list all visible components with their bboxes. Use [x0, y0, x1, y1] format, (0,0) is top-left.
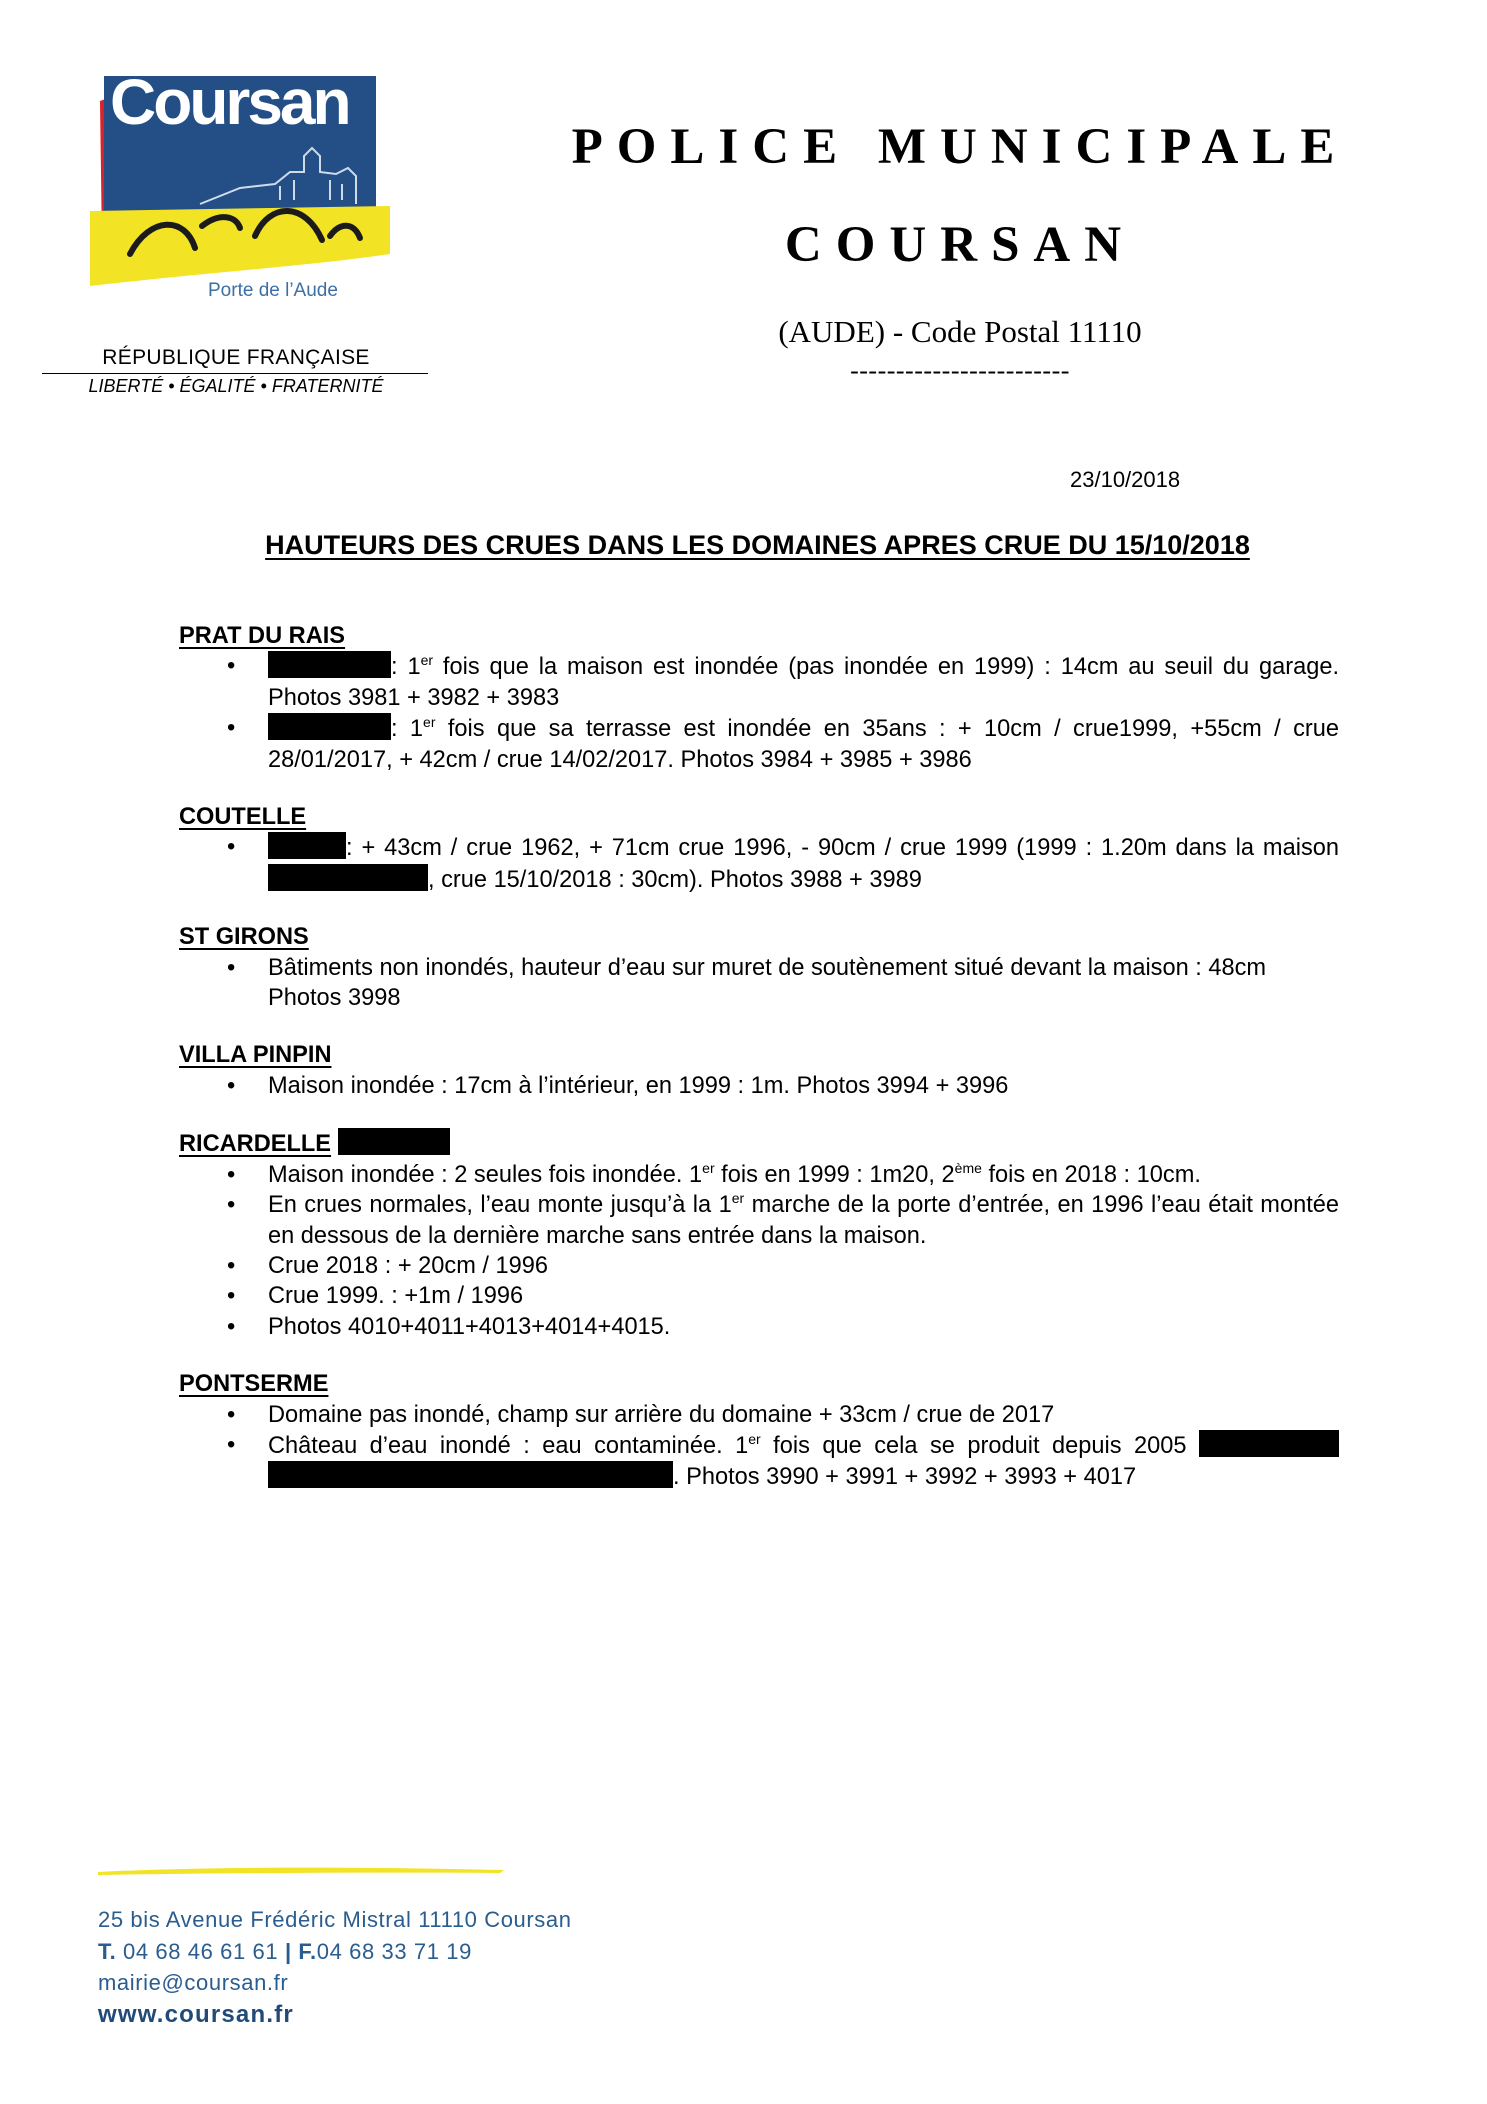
list-item — [179, 1071, 1339, 1101]
item-text: fois que sa terrasse est inondée en 35ans : + 10cm / crue1999, +55cm / crue 28/01/2017, + 42cm / crue 14/02/2017. Photos 3984 + 3985 + 3986 — [268, 716, 1339, 773]
section-title: RICARDELLE — [179, 1128, 1339, 1159]
item-text: Château d’eau inondé : eau contaminée. 1 — [268, 1432, 749, 1459]
section-villa-pinpin — [179, 1040, 1339, 1101]
list-item — [179, 953, 1339, 1014]
superscript: er — [748, 1430, 761, 1447]
footer-website[interactable]: www.coursan.fr — [98, 2000, 294, 2028]
bullet: • — [227, 834, 236, 861]
footer-phone-line — [98, 1936, 572, 1968]
header-subtitle: (AUDE) - Code Postal 11110 — [778, 314, 1142, 349]
phone-label: T. — [98, 1938, 117, 1964]
section-title: VILLA PINPIN — [179, 1042, 332, 1069]
bullet: • — [227, 1072, 236, 1099]
section-prat-du-rais — [179, 621, 1339, 775]
list-item — [179, 713, 1339, 775]
section-title: PRAT DU RAIS — [179, 623, 346, 649]
redaction-bar — [268, 1461, 673, 1488]
logo-wordmark: Coursan — [110, 66, 349, 138]
redaction-bar — [268, 864, 428, 891]
section-ricardelle — [179, 1128, 1339, 1342]
header-title: POLICE MUNICIPALE — [571, 119, 1349, 175]
redaction-bar — [268, 651, 391, 678]
redaction-bar — [268, 832, 346, 859]
superscript: er — [702, 1159, 715, 1176]
bullet: • — [227, 653, 236, 680]
footer-contact — [98, 1904, 572, 2030]
bullet: • — [227, 1401, 236, 1428]
item-text: fois en 1999 : 1m20, 2 — [714, 1161, 955, 1188]
separator: | — [284, 1938, 292, 1964]
bullet: • — [227, 1431, 236, 1458]
fax-number: 04 68 33 71 19 — [316, 1938, 472, 1964]
bullet: • — [227, 954, 236, 981]
bullet: • — [227, 715, 236, 742]
item-text: fois en 2018 : 10cm. — [981, 1161, 1201, 1188]
section-title: ST GIRONS — [179, 924, 309, 951]
section-coutelle — [179, 802, 1339, 895]
redaction-bar — [1199, 1430, 1339, 1457]
list-item — [179, 832, 1339, 895]
superscript: er — [423, 714, 436, 731]
item-text: Crue 1999. : +1m / 1996 — [268, 1283, 524, 1310]
document-heading: HAUTEURS DES CRUES DANS LES DOMAINES APRES CRUE DU 15/10/2018 — [265, 530, 1250, 560]
footer-address: 25 bis Avenue Frédéric Mistral 11110 Coursan — [98, 1907, 572, 1932]
section-pontserme — [179, 1369, 1339, 1493]
superscript: er — [731, 1190, 745, 1207]
redaction-bar — [338, 1128, 450, 1155]
document-date: 23/10/2018 — [1070, 467, 1181, 492]
section-title: COUTELLE — [179, 804, 307, 831]
list-item — [179, 1312, 1339, 1342]
item-text: marche de la porte d’entrée, en 1996 l’eau était montée en dessous de la dernière marche sans entrée dans la maison. — [268, 1192, 1339, 1249]
logo-tagline: Porte de l’Aude — [208, 280, 338, 301]
redaction-bar — [268, 713, 391, 740]
list-item — [179, 1430, 1339, 1493]
bullet: • — [227, 1283, 236, 1310]
item-text: . Photos 3990 + 3991 + 3992 + 3993 + 4017 — [673, 1464, 1137, 1491]
item-text: fois que cela se produit depuis 2005 — [760, 1432, 1199, 1459]
phone-number: 04 68 46 61 61 — [116, 1938, 285, 1964]
footer-swoosh — [96, 1864, 506, 1878]
item-text: Domaine pas inondé, champ sur arrière du domaine + 33cm / crue de 2017 — [268, 1401, 1055, 1428]
item-text: Bâtiments non inondés, hauteur d’eau sur muret de soutènement situé devant la maison : 48cm Photos 3998 — [268, 954, 1267, 1012]
item-text: : + 43cm / crue 1962, + 71cm crue 1996, - 90cm / crue 1999 (1999 : 1.20m dans la maison — [346, 835, 1339, 862]
item-text: , crue 15/10/2018 : 30cm). Photos 3988 + 3989 — [428, 866, 922, 893]
section-title: PONTSERME — [179, 1371, 329, 1398]
bullet: • — [227, 1192, 236, 1219]
header-town: COURSAN — [784, 217, 1136, 273]
item-text: Photos 4010+4011+4013+4014+4015. — [268, 1313, 671, 1340]
section-st-girons — [179, 922, 1339, 1013]
list-item — [179, 1400, 1339, 1430]
list-item — [179, 1160, 1339, 1190]
republic-title: RÉPUBLIQUE FRANÇAISE — [102, 346, 370, 369]
item-text: Maison inondée : 17cm à l’intérieur, en 1999 : 1m. Photos 3994 + 3996 — [268, 1072, 1009, 1099]
superscript: ème — [954, 1159, 982, 1176]
header-dash-rule: ------------------------ — [850, 356, 1070, 385]
item-text: : 1 — [391, 654, 421, 681]
list-item — [179, 1251, 1339, 1281]
fax-label: F. — [291, 1938, 317, 1964]
item-text: fois que la maison est inondée (pas inondée en 1999) : 14cm au seuil du garage. Photos 3981 + 3982 + 3983 — [268, 654, 1339, 711]
bullet: • — [227, 1161, 236, 1188]
document-body — [179, 621, 1339, 1520]
bullet: • — [227, 1313, 236, 1340]
list-item — [179, 651, 1339, 713]
list-item — [179, 1281, 1339, 1311]
list-item — [179, 1190, 1339, 1251]
superscript: er — [420, 652, 434, 669]
item-text: Crue 2018 : + 20cm / 1996 — [268, 1252, 549, 1279]
footer-email[interactable]: mairie@coursan.fr — [98, 1970, 289, 1995]
bullet: • — [227, 1252, 236, 1279]
item-text: Maison inondée : 2 seules fois inondée. 1 — [268, 1161, 703, 1188]
republic-motto: LIBERTÉ • ÉGALITÉ • FRATERNITÉ — [88, 376, 384, 396]
item-text: : 1 — [391, 716, 424, 743]
republic-divider — [42, 373, 428, 374]
item-text: En crues normales, l’eau monte jusqu’à la 1 — [268, 1192, 732, 1219]
